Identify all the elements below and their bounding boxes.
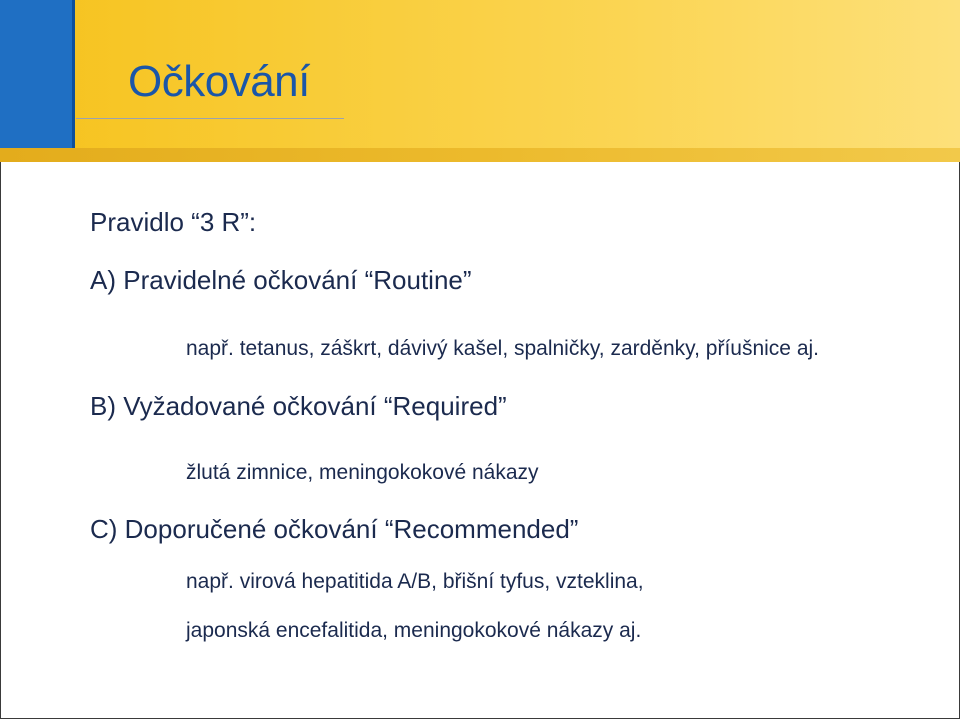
title-underline <box>76 118 344 119</box>
section-b-examples: žlutá zimnice, meningokokové nákazy <box>186 461 539 484</box>
rule-heading: Pravidlo “3 R”: <box>90 207 257 237</box>
section-c-examples-line-1: např. virová hepatitida A/B, břišní tyfus, vzteklina, <box>186 570 644 593</box>
section-a-examples: např. tetanus, záškrt, dávivý kašel, spalničky, zarděnky, příušnice aj. <box>186 337 820 360</box>
header-gold-strip <box>0 148 960 162</box>
header-blue-block-edge <box>72 0 75 148</box>
header-blue-block <box>0 0 74 148</box>
section-c-heading: C) Doporučené očkování “Recommended” <box>90 514 579 544</box>
section-a-heading: A) Pravidelné očkování “Routine” <box>90 265 472 295</box>
section-c-examples-line-2: japonská encefalitida, meningokokové nákazy aj. <box>186 619 642 642</box>
slide-title: Očkování <box>128 57 310 106</box>
section-b-heading: B) Vyžadované očkování “Required” <box>90 391 507 421</box>
